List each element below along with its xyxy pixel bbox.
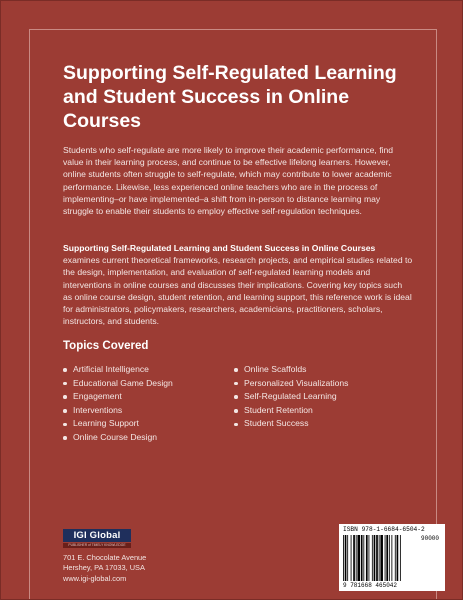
barcode-bar: [366, 535, 368, 581]
topics-list-left: [63, 363, 173, 445]
bullet-icon: [63, 423, 67, 427]
topic-item: Interventions: [63, 404, 173, 418]
bullet-icon: [234, 409, 238, 413]
barcode-bar: [380, 535, 383, 581]
barcode-bar: [363, 535, 364, 581]
barcode-bar: [351, 535, 352, 581]
topic-item: Student Retention: [234, 404, 348, 418]
barcode-number: 9 781668 465042: [343, 582, 398, 589]
barcode-bar: [376, 535, 378, 581]
barcode-bar: [386, 535, 388, 581]
address-line: Hershey, PA 17033, USA: [63, 563, 145, 573]
bullet-icon: [63, 382, 67, 386]
description-title-emphasis: Supporting Self-Regulated Learning and Student Success in Online Courses: [63, 243, 376, 253]
barcode-bar: [369, 535, 370, 581]
topic-item: Learning Support: [63, 417, 173, 431]
price-code: 90000: [421, 535, 440, 542]
barcode-bar: [357, 535, 360, 581]
book-title: Supporting Self-Regulated Learning and Student Success in Online Courses: [63, 62, 397, 132]
description-paragraph-2: [63, 242, 413, 327]
barcode-bar: [372, 535, 373, 581]
barcode-bar: [400, 535, 401, 581]
website-line: www.igi-global.com: [63, 573, 127, 583]
publisher-logo-text: IGI Global: [63, 529, 131, 542]
topic-item: Student Success: [234, 417, 348, 431]
publisher-logo: [63, 529, 133, 551]
bullet-icon: [234, 368, 238, 372]
address-line: 701 E. Chocolate Avenue: [63, 553, 147, 562]
topic-item: Educational Game Design: [63, 377, 173, 391]
barcode-bar: [343, 535, 344, 581]
topic-item: Self-Regulated Learning: [234, 390, 348, 404]
bullet-icon: [63, 409, 67, 413]
barcode-bar: [347, 535, 348, 581]
publisher-address: [63, 553, 146, 584]
barcode-bar: [397, 535, 399, 581]
topics-list-right: [234, 363, 348, 431]
barcode-bar: [379, 535, 380, 581]
topics-heading: Topics Covered: [63, 340, 149, 352]
topic-item: Artificial Intelligence: [63, 363, 173, 377]
barcode-bar: [345, 535, 347, 581]
barcode-bar: [389, 535, 390, 581]
barcode-bar: [361, 535, 363, 581]
description-paragraph-1: Students who self-regulate are more likely to improve their academic performance, find value in their learning process, and continue to be effective lifelong learners. However, online students often struggle to self-regulate, which may contribute to lower academic performance. Likewise, less experienced online teachers who are in the process of implementing–or have implemented–a shift from in-person to distance learning may struggle to enable their students to employ effective self-regulation techniques.: [63, 145, 394, 217]
publisher-tagline: PUBLISHER of TIMELY KNOWLEDGE: [63, 543, 131, 548]
bullet-icon: [63, 368, 67, 372]
topic-item: Personalized Visualizations: [234, 377, 348, 391]
barcode-bars: [343, 535, 419, 581]
barcode-bar: [391, 535, 392, 581]
barcode-bar: [374, 535, 376, 581]
isbn-text: ISBN 978-1-6684-6504-2: [343, 526, 425, 533]
barcode-bar: [385, 535, 386, 581]
barcode-bar: [395, 535, 396, 581]
barcode-bar: [356, 535, 357, 581]
bullet-icon: [234, 395, 238, 399]
topic-item: Online Scaffolds: [234, 363, 348, 377]
bullet-icon: [234, 423, 238, 427]
isbn-barcode: [339, 524, 445, 591]
topic-item: Engagement: [63, 390, 173, 404]
bullet-icon: [63, 395, 67, 399]
barcode-bar: [353, 535, 355, 581]
bullet-icon: [63, 436, 67, 440]
topic-item: Online Course Design: [63, 431, 173, 445]
bullet-icon: [234, 382, 238, 386]
description-paragraph-2-text: examines current theoretical frameworks, research projects, and empirical studies related to the design, implementation, and evaluation of self-regulated learning models and interventions in online courses and discusses their implications. Covering key topics such as online course design, student retention, and learning support, this reference work is ideal for administrators, policymakers, researchers, academicians, practitioners, scholars, instructors, and students.: [63, 255, 413, 327]
